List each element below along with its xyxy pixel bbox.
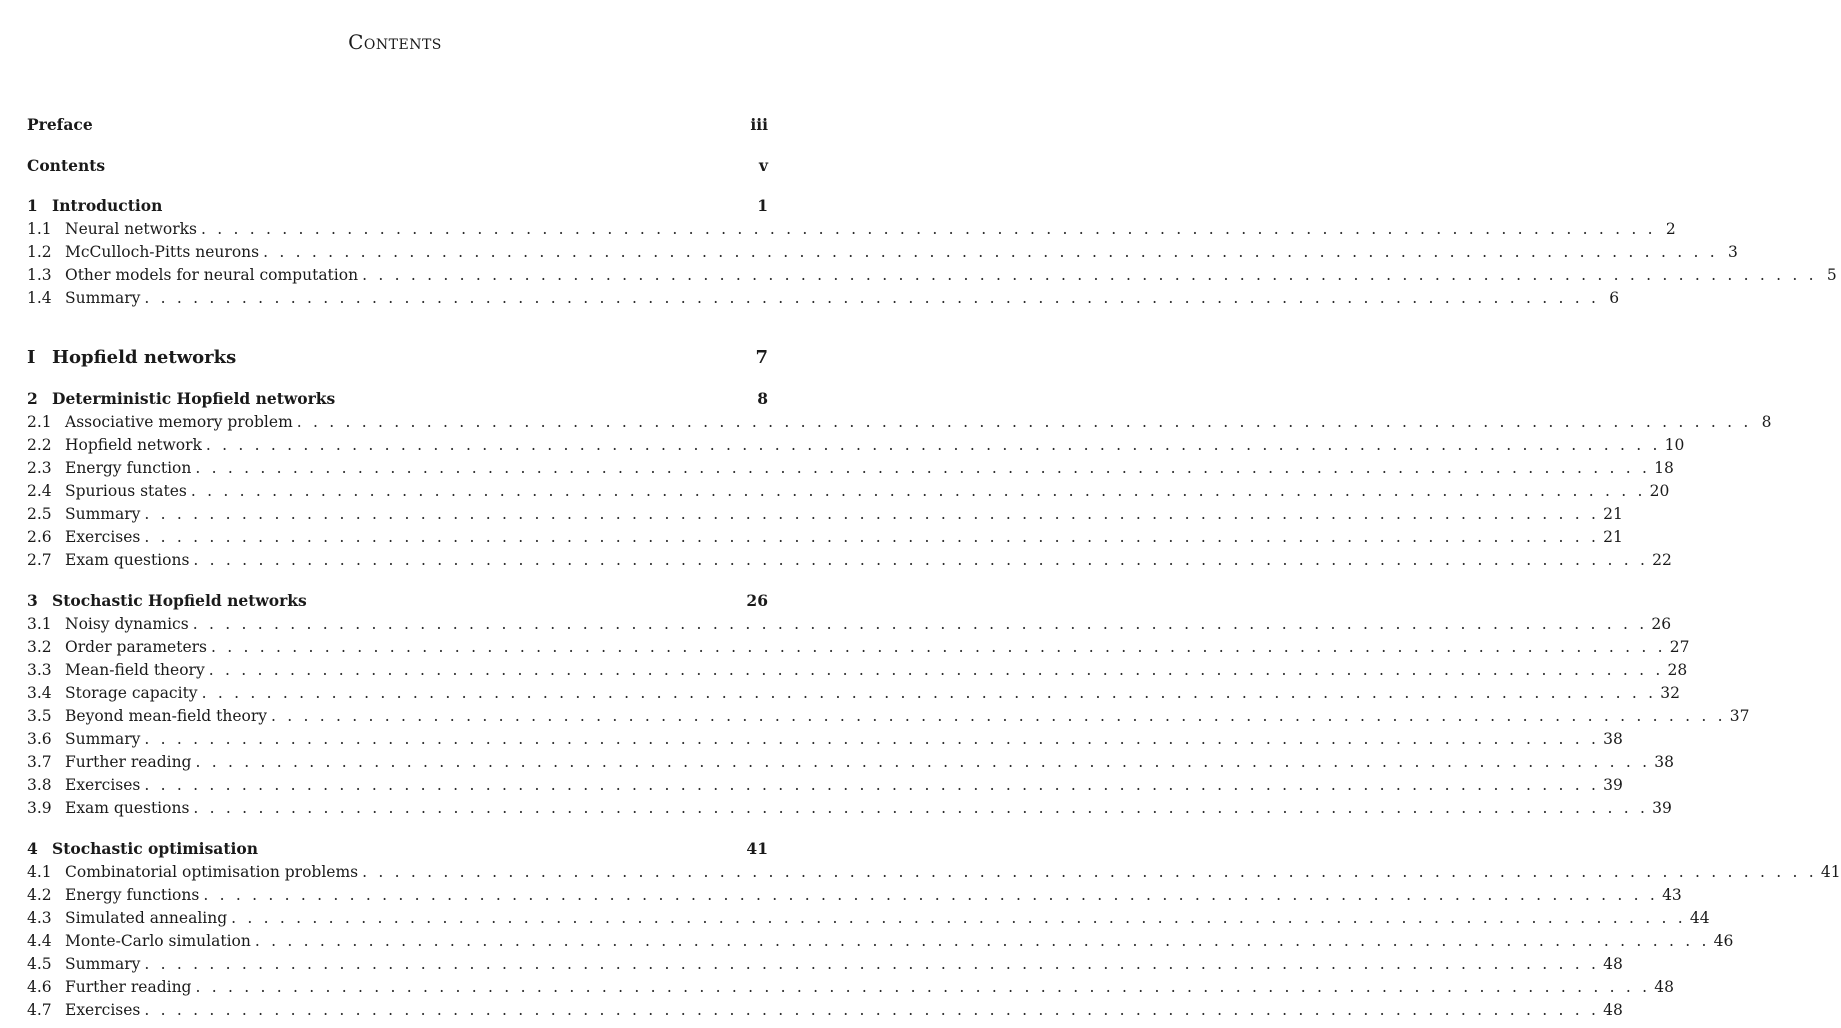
section-number: 1.3 <box>27 266 52 284</box>
dot-leader: . . . . . . . . . . . . . . . . . . . . . . . . . . . . . . . . . . . . . . . . . . . . . . . . . . . . . . . . . . . . . . . . . . . . . . . . . . . . . . . . . . . . . . . . . . <box>144 505 1600 523</box>
chapter-number: 3 <box>27 591 38 610</box>
toc-section-entry[interactable] <box>27 683 1681 703</box>
page-number: iii <box>750 115 768 134</box>
section-number: 2.3 <box>27 459 52 477</box>
toc-section-entry[interactable] <box>27 660 1688 680</box>
dot-leader: . . . . . . . . . . . . . . . . . . . . . . . . . . . . . . . . . . . . . . . . . . . . . . . . . . . . . . . . . . . . . . . . . . . . . . . . . . . . . . . . . . . . . . . . . . <box>254 932 1710 950</box>
page-number: 38 <box>1603 730 1623 748</box>
section-number: 2.1 <box>27 413 52 431</box>
section-title: Energy function <box>65 459 192 477</box>
section-number: 3.1 <box>27 615 52 633</box>
page-number: 46 <box>1713 932 1734 950</box>
toc-section-entry[interactable] <box>27 752 1674 772</box>
page-title: Contents <box>348 30 442 54</box>
toc-section-entry[interactable] <box>27 1000 1623 1020</box>
section-title: Monte-Carlo simulation <box>65 932 251 950</box>
section-number: 4.2 <box>27 886 52 904</box>
section-title: Summary <box>65 289 141 307</box>
page-number: 2 <box>1665 220 1676 238</box>
section-number: 4.7 <box>27 1001 52 1019</box>
dot-leader: . . . . . . . . . . . . . . . . . . . . . . . . . . . . . . . . . . . . . . . . . . . . . . . . . . . . . . . . . . . . . . . . . . . . . . . . . . . . . . . . . . . . . . . . . . <box>193 551 1649 569</box>
section-number: 3.5 <box>27 707 52 725</box>
dot-leader: . . . . . . . . . . . . . . . . . . . . . . . . . . . . . . . . . . . . . . . . . . . . . . . . . . . . . . . . . . . . . . . . . . . . . . . . . . . . . . . . . . . . . . . . . . <box>271 707 1726 725</box>
chapter-title: Stochastic Hopfield networks <box>52 591 307 610</box>
section-number: 4.4 <box>27 932 52 950</box>
dot-leader: . . . . . . . . . . . . . . . . . . . . . . . . . . . . . . . . . . . . . . . . . . . . . . . . . . . . . . . . . . . . . . . . . . . . . . . . . . . . . . . . . . . . . . . . . . <box>208 661 1664 679</box>
page-number: 39 <box>1652 799 1672 817</box>
section-title: Further reading <box>65 978 192 996</box>
toc-chapter-entry[interactable] <box>27 839 768 859</box>
dot-leader: . . . . . . . . . . . . . . . . . . . . . . . . . . . . . . . . . . . . . . . . . . . . . . . . . . . . . . . . . . . . . . . . . . . . . . . . . . . . . . . . . . . . . . . . . . <box>211 638 1666 656</box>
toc-section-entry[interactable] <box>27 550 1672 570</box>
section-number: 1.4 <box>27 289 52 307</box>
chapter-number: 2 <box>27 389 38 408</box>
page-number: v <box>758 156 768 175</box>
dot-leader: . . . . . . . . . . . . . . . . . . . . . . . . . . . . . . . . . . . . . . . . . . . . . . . . . . . . . . . . . . . . . . . . . . . . . . . . . . . . . . . . . . . . . . . . . . <box>192 615 1648 633</box>
chapter-title: Introduction <box>52 196 163 215</box>
section-title: Beyond mean-field theory <box>65 707 268 725</box>
section-number: 3.7 <box>27 753 52 771</box>
toc-section-entry[interactable] <box>27 798 1672 818</box>
section-number: 3.2 <box>27 638 52 656</box>
toc-section-entry[interactable] <box>27 954 1623 974</box>
toc-section-entry[interactable] <box>27 775 1623 795</box>
dot-leader: . . . . . . . . . . . . . . . . . . . . . . . . . . . . . . . . . . . . . . . . . . . . . . . . . . . . . . . . . . . . . . . . . . . . . . . . . . . . . . . . . . . . . . . . . . <box>205 436 1661 454</box>
page-number: 20 <box>1649 482 1670 500</box>
page-number: 5 <box>1826 266 1837 284</box>
section-number: 4.1 <box>27 863 52 881</box>
section-title: Exercises <box>65 776 141 794</box>
dot-leader: . . . . . . . . . . . . . . . . . . . . . . . . . . . . . . . . . . . . . . . . . . . . . . . . . . . . . . . . . . . . . . . . . . . . . . . . . . . . . . . . . . . . . . . . . . <box>203 886 1659 904</box>
section-number: 4.3 <box>27 909 52 927</box>
dot-leader: . . . . . . . . . . . . . . . . . . . . . . . . . . . . . . . . . . . . . . . . . . . . . . . . . . . . . . . . . . . . . . . . . . . . . . . . . . . . . . . . . . . . . . . . . . <box>144 955 1600 973</box>
chapter-number: 4 <box>27 839 38 858</box>
section-number: 2.6 <box>27 528 52 546</box>
entry-title: Contents <box>27 156 106 175</box>
section-title: Simulated annealing <box>65 909 228 927</box>
page-number: 26 <box>1651 615 1672 633</box>
section-title: Exercises <box>65 528 141 546</box>
page-number: 7 <box>755 347 768 368</box>
dot-leader: . . . . . . . . . . . . . . . . . . . . . . . . . . . . . . . . . . . . . . . . . . . . . . . . . . . . . . . . . . . . . . . . . . . . . . . . . . . . . . . . . . . . . . . . . . <box>144 776 1600 794</box>
page-number: 8 <box>757 389 768 408</box>
dot-leader: . . . . . . . . . . . . . . . . . . . . . . . . . . . . . . . . . . . . . . . . . . . . . . . . . . . . . . . . . . . . . . . . . . . . . . . . . . . . . . . . . . . . . . . . . . <box>362 266 1817 284</box>
dot-leader: . . . . . . . . . . . . . . . . . . . . . . . . . . . . . . . . . . . . . . . . . . . . . . . . . . . . . . . . . . . . . . . . . . . . . . . . . . . . . . . . . . . . . . . . . . <box>144 730 1600 748</box>
section-number: 3.4 <box>27 684 52 702</box>
page-number: 48 <box>1654 978 1674 996</box>
dot-leader: . . . . . . . . . . . . . . . . . . . . . . . . . . . . . . . . . . . . . . . . . . . . . . . . . . . . . . . . . . . . . . . . . . . . . . . . . . . . . . . . . . . . . . . . . . <box>231 909 1686 927</box>
dot-leader: . . . . . . . . . . . . . . . . . . . . . . . . . . . . . . . . . . . . . . . . . . . . . . . . . . . . . . . . . . . . . . . . . . . . . . . . . . . . . . . . . . . . . . . . . . <box>144 528 1600 546</box>
entry-title: Preface <box>27 115 93 134</box>
toc-section-entry[interactable] <box>27 435 1685 455</box>
page-number: 3 <box>1727 243 1738 261</box>
toc-section-entry[interactable] <box>27 977 1674 997</box>
section-title: Exam questions <box>65 551 190 569</box>
section-title: Order parameters <box>65 638 207 656</box>
page-number: 1 <box>757 196 768 215</box>
section-title: Storage capacity <box>65 684 198 702</box>
dot-leader: . . . . . . . . . . . . . . . . . . . . . . . . . . . . . . . . . . . . . . . . . . . . . . . . . . . . . . . . . . . . . . . . . . . . . . . . . . . . . . . . . . . . . . . . . . <box>195 978 1651 996</box>
part-number: I <box>27 347 36 368</box>
section-number: 3.3 <box>27 661 52 679</box>
section-title: Energy functions <box>65 886 200 904</box>
toc-front-matter-entry[interactable] <box>27 115 768 135</box>
page-number: 39 <box>1603 776 1623 794</box>
section-title: Mean-field theory <box>65 661 205 679</box>
page-number: 28 <box>1667 661 1688 679</box>
section-title: Spurious states <box>65 482 187 500</box>
page-number: 8 <box>1761 413 1772 431</box>
toc-section-entry[interactable] <box>27 862 1841 882</box>
page-number: 37 <box>1729 707 1750 725</box>
page-number: 43 <box>1662 886 1682 904</box>
dot-leader: . . . . . . . . . . . . . . . . . . . . . . . . . . . . . . . . . . . . . . . . . . . . . . . . . . . . . . . . . . . . . . . . . . . . . . . . . . . . . . . . . . . . . . . . . . <box>362 863 1817 881</box>
dot-leader: . . . . . . . . . . . . . . . . . . . . . . . . . . . . . . . . . . . . . . . . . . . . . . . . . . . . . . . . . . . . . . . . . . . . . . . . . . . . . . . . . . . . . . . . . . <box>296 413 1752 431</box>
section-number: 1.1 <box>27 220 52 238</box>
section-number: 4.6 <box>27 978 52 996</box>
page-number: 38 <box>1654 753 1674 771</box>
section-title: Summary <box>65 505 141 523</box>
section-title: Exercises <box>65 1001 141 1019</box>
toc-section-entry[interactable] <box>27 242 1738 262</box>
dot-leader: . . . . . . . . . . . . . . . . . . . . . . . . . . . . . . . . . . . . . . . . . . . . . . . . . . . . . . . . . . . . . . . . . . . . . . . . . . . . . . . . . . . . . . . . . . <box>195 459 1651 477</box>
section-number: 2.4 <box>27 482 52 500</box>
page-number: 22 <box>1652 551 1672 569</box>
toc-section-entry[interactable] <box>27 504 1623 524</box>
dot-leader: . . . . . . . . . . . . . . . . . . . . . . . . . . . . . . . . . . . . . . . . . . . . . . . . . . . . . . . . . . . . . . . . . . . . . . . . . . . . . . . . . . . . . . . . . . <box>195 753 1651 771</box>
dot-leader: . . . . . . . . . . . . . . . . . . . . . . . . . . . . . . . . . . . . . . . . . . . . . . . . . . . . . . . . . . . . . . . . . . . . . . . . . . . . . . . . . . . . . . . . . . <box>144 289 1600 307</box>
toc-section-entry[interactable] <box>27 885 1682 905</box>
section-number: 3.6 <box>27 730 52 748</box>
page-number: 6 <box>1609 289 1620 307</box>
toc-front-matter-entry[interactable] <box>27 156 768 176</box>
dot-leader: . . . . . . . . . . . . . . . . . . . . . . . . . . . . . . . . . . . . . . . . . . . . . . . . . . . . . . . . . . . . . . . . . . . . . . . . . . . . . . . . . . . . . . . . . . <box>190 482 1646 500</box>
toc-section-entry[interactable] <box>27 412 1772 432</box>
section-number: 2.7 <box>27 551 52 569</box>
toc-section-entry[interactable] <box>27 481 1670 501</box>
page-number: 44 <box>1689 909 1710 927</box>
section-title: Neural networks <box>65 220 197 238</box>
page-number: 32 <box>1660 684 1681 702</box>
page-number: 18 <box>1654 459 1674 477</box>
dot-leader: . . . . . . . . . . . . . . . . . . . . . . . . . . . . . . . . . . . . . . . . . . . . . . . . . . . . . . . . . . . . . . . . . . . . . . . . . . . . . . . . . . . . . . . . . . <box>263 243 1718 261</box>
section-number: 4.5 <box>27 955 52 973</box>
page-number: 41 <box>1820 863 1841 881</box>
page-number: 41 <box>746 839 768 858</box>
section-title: Summary <box>65 955 141 973</box>
page-number: 48 <box>1603 955 1623 973</box>
toc-section-entry[interactable] <box>27 458 1674 478</box>
toc-chapter-entry[interactable] <box>27 389 768 409</box>
page-number: 48 <box>1603 1001 1623 1019</box>
toc-section-entry[interactable] <box>27 265 1837 285</box>
dot-leader: . . . . . . . . . . . . . . . . . . . . . . . . . . . . . . . . . . . . . . . . . . . . . . . . . . . . . . . . . . . . . . . . . . . . . . . . . . . . . . . . . . . . . . . . . . <box>193 799 1649 817</box>
section-title: Hopfield network <box>65 436 202 454</box>
page-number: 26 <box>746 591 768 610</box>
page-number: 21 <box>1603 528 1623 546</box>
toc-section-entry[interactable] <box>27 527 1623 547</box>
toc-section-entry[interactable] <box>27 288 1620 308</box>
dot-leader: . . . . . . . . . . . . . . . . . . . . . . . . . . . . . . . . . . . . . . . . . . . . . . . . . . . . . . . . . . . . . . . . . . . . . . . . . . . . . . . . . . . . . . . . . . <box>201 220 1656 238</box>
section-title: McCulloch-Pitts neurons <box>65 243 260 261</box>
dot-leader: . . . . . . . . . . . . . . . . . . . . . . . . . . . . . . . . . . . . . . . . . . . . . . . . . . . . . . . . . . . . . . . . . . . . . . . . . . . . . . . . . . . . . . . . . . <box>144 1001 1600 1019</box>
toc-chapter-entry[interactable] <box>27 591 768 611</box>
section-number: 3.8 <box>27 776 52 794</box>
section-number: 3.9 <box>27 799 52 817</box>
section-title: Associative memory problem <box>65 413 293 431</box>
section-number: 2.5 <box>27 505 52 523</box>
toc-section-entry[interactable] <box>27 931 1734 951</box>
chapter-title: Stochastic optimisation <box>52 839 258 858</box>
toc-section-entry[interactable] <box>27 219 1676 239</box>
section-title: Other models for neural computation <box>65 266 359 284</box>
toc-section-entry[interactable] <box>27 637 1690 657</box>
toc-part-entry[interactable] <box>27 348 768 368</box>
toc-section-entry[interactable] <box>27 614 1672 634</box>
toc-section-entry[interactable] <box>27 706 1750 726</box>
toc-chapter-entry[interactable] <box>27 196 768 216</box>
section-title: Noisy dynamics <box>65 615 189 633</box>
section-number: 2.2 <box>27 436 52 454</box>
toc-section-entry[interactable] <box>27 908 1710 928</box>
section-title: Combinatorial optimisation problems <box>65 863 359 881</box>
section-number: 1.2 <box>27 243 52 261</box>
chapter-title: Deterministic Hopfield networks <box>52 389 336 408</box>
page-number: 10 <box>1664 436 1685 454</box>
chapter-number: 1 <box>27 196 38 215</box>
page-number: 21 <box>1603 505 1623 523</box>
section-title: Summary <box>65 730 141 748</box>
section-title: Exam questions <box>65 799 190 817</box>
part-title: Hopfield networks <box>52 347 237 368</box>
dot-leader: . . . . . . . . . . . . . . . . . . . . . . . . . . . . . . . . . . . . . . . . . . . . . . . . . . . . . . . . . . . . . . . . . . . . . . . . . . . . . . . . . . . . . . . . . . <box>201 684 1657 702</box>
page-number: 27 <box>1669 638 1690 656</box>
toc-section-entry[interactable] <box>27 729 1623 749</box>
section-title: Further reading <box>65 753 192 771</box>
